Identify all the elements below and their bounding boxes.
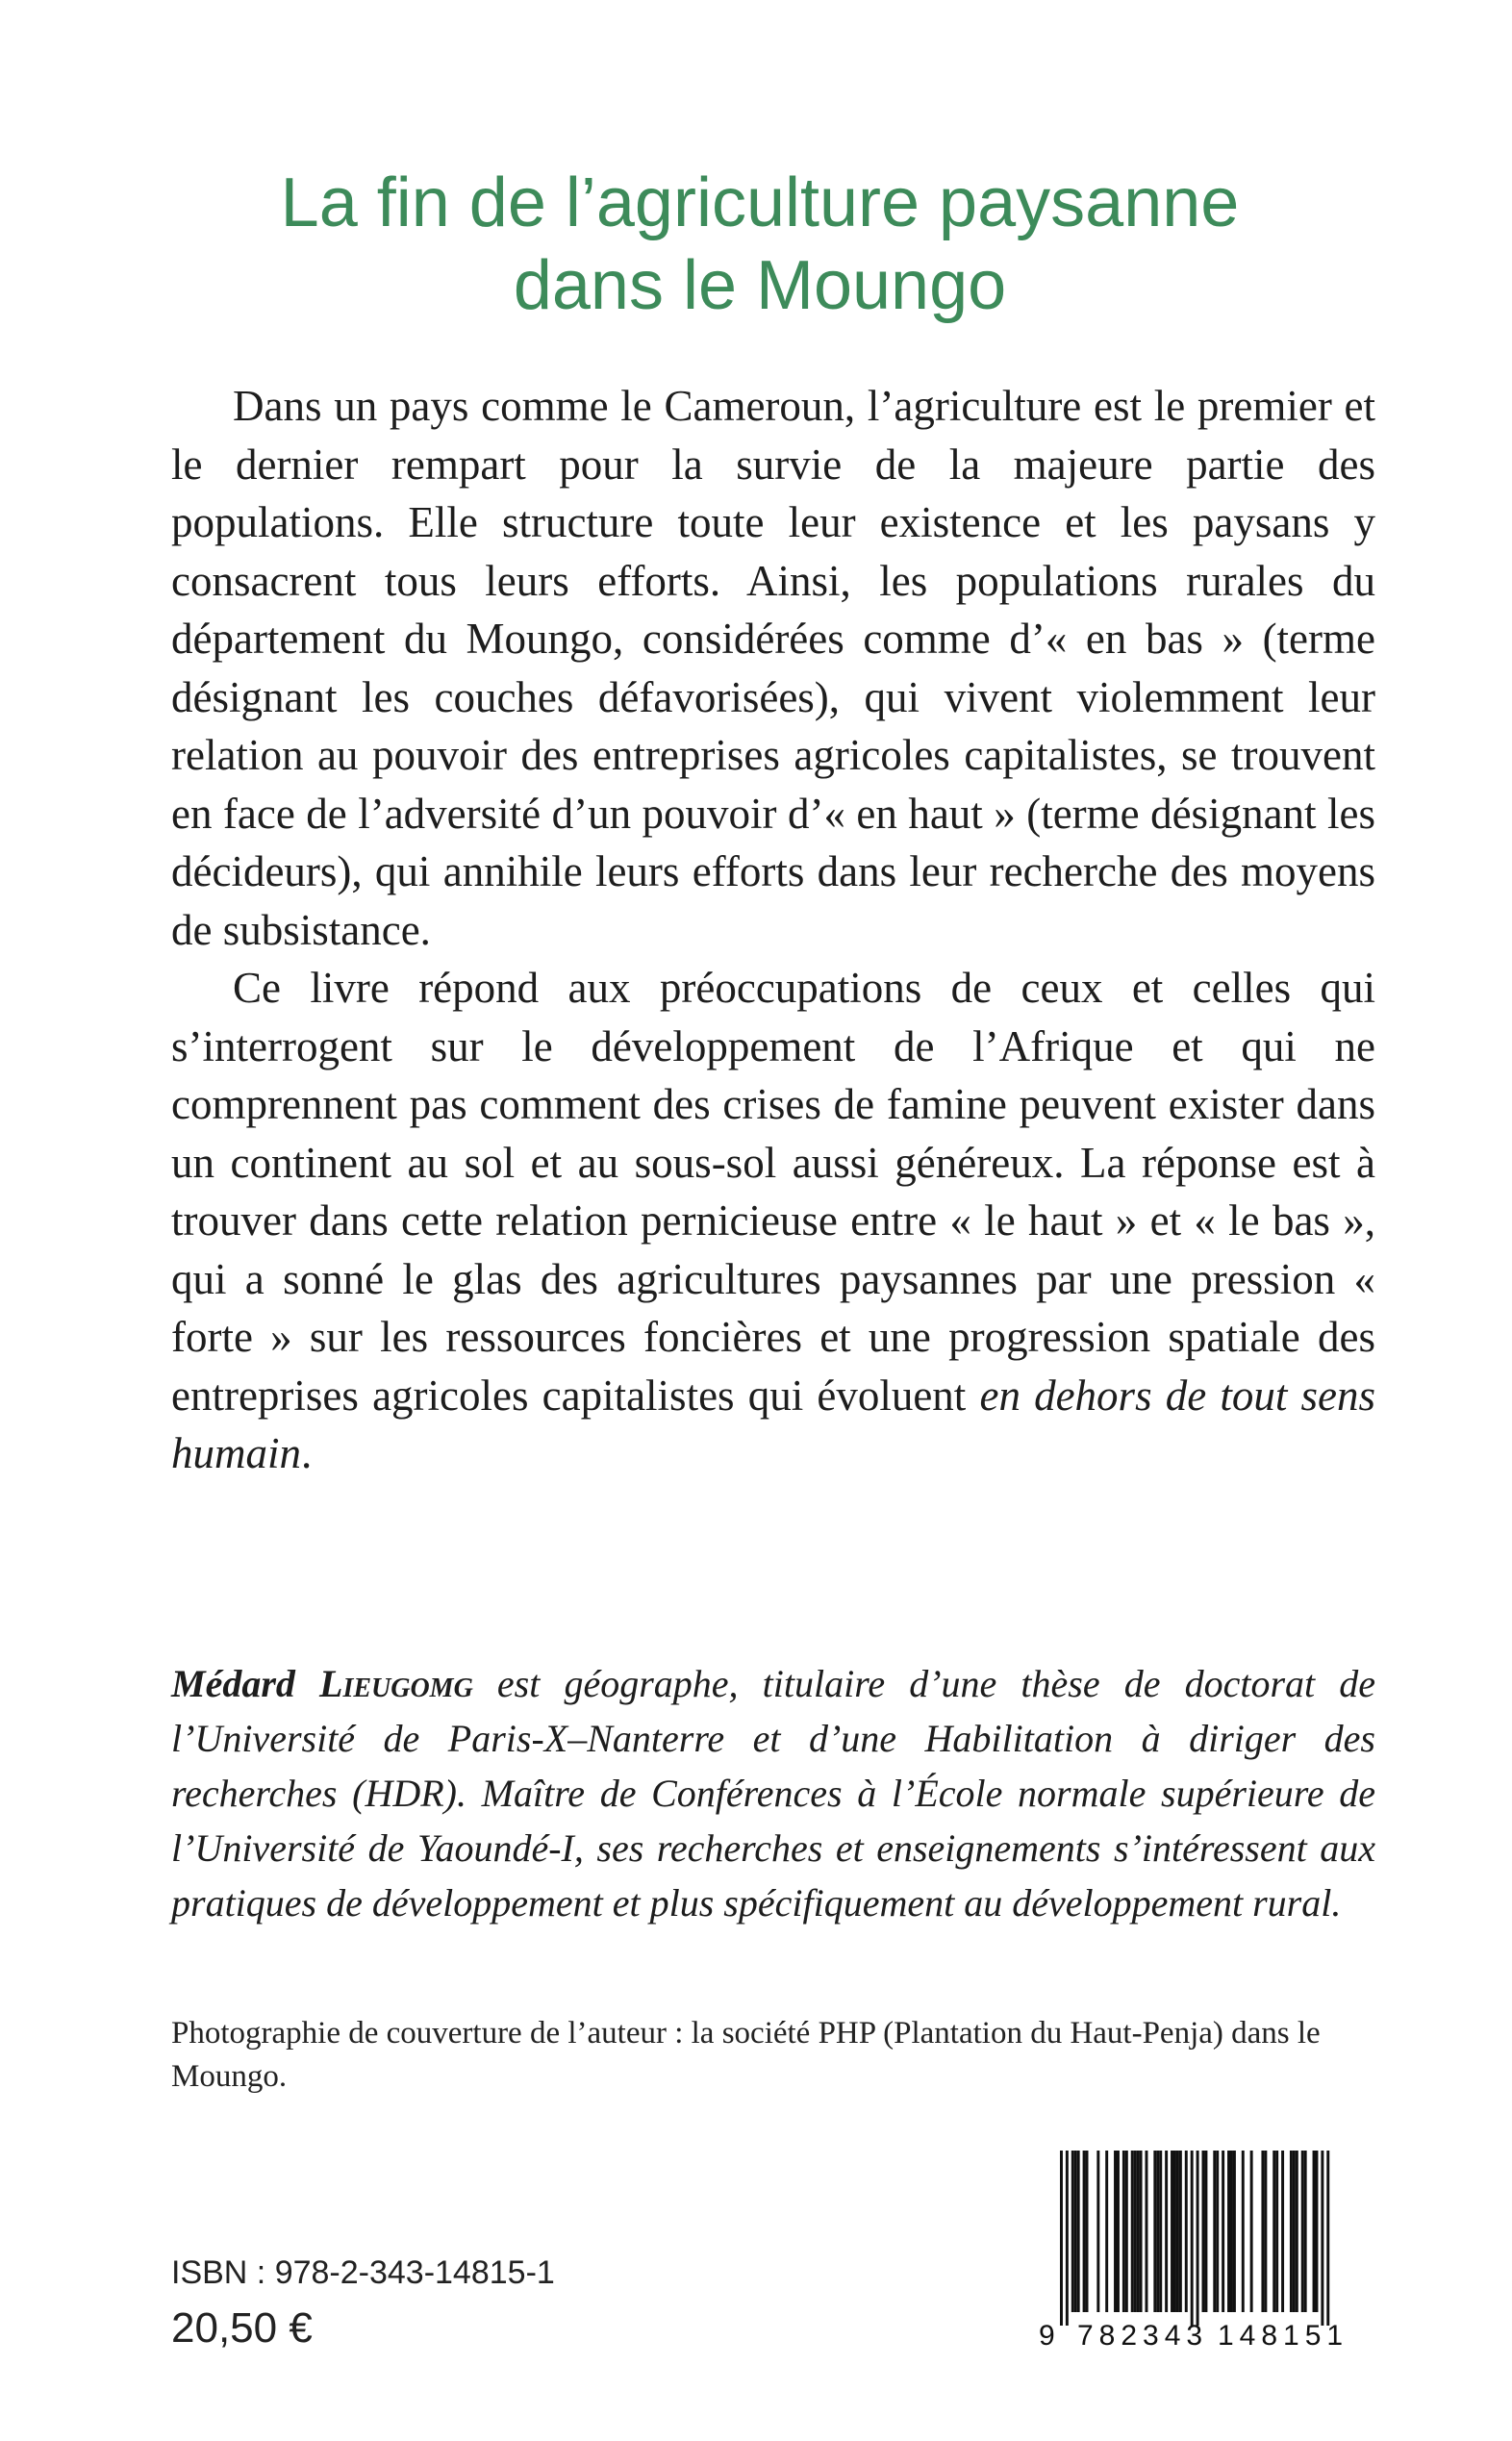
barcode-bar: [1117, 2151, 1120, 2312]
barcode-bar: [1153, 2151, 1156, 2312]
title-line-2: dans le Moungo: [513, 247, 1007, 324]
barcode-bar: [1281, 2151, 1284, 2312]
barcode-bar: [1185, 2151, 1188, 2312]
blurb-paragraph-2-text: Ce livre répond aux préoccupations de ceux et celles qui s’interrogent sur le développement de l’Afrique et qui ne comprennent pas comment des crises de famine peuvent exister dans un continent au sol et au sous-sol aussi généreux. La réponse est à trouver dans cette relation pernicieuse entre « le haut » et « le bas », qui a sonné le glas des agricultures paysannes par une pression « forte » sur les ressources foncières et une progression spatiale des entreprises agricoles capitalistes qui évoluent: [171, 964, 1375, 1420]
barcode-bar: [1202, 2151, 1205, 2312]
blurb-paragraph-2: [171, 959, 1375, 1483]
author-first-name: Médard: [171, 1662, 320, 1705]
barcode-bar: [1071, 2151, 1074, 2312]
barcode-bar: [1179, 2151, 1182, 2312]
barcode-first-digit: 9: [1039, 2320, 1055, 2352]
barcode-bar: [1191, 2151, 1194, 2326]
barcode-bar: [1316, 2151, 1319, 2312]
book-title: [135, 162, 1385, 327]
barcode-bar: [1204, 2151, 1207, 2312]
barcode-bar: [1105, 2151, 1108, 2312]
barcode-bar: [1134, 2151, 1137, 2312]
barcode-bars: [1060, 2151, 1329, 2326]
barcode-bar: [1321, 2151, 1323, 2326]
barcode-bar: [1230, 2151, 1233, 2312]
barcode-bar: [1125, 2151, 1128, 2312]
barcode-bar: [1176, 2151, 1179, 2312]
barcode-bar: [1060, 2151, 1063, 2326]
barcode-bar: [1250, 2151, 1253, 2312]
barcode-bar: [1261, 2151, 1264, 2312]
barcode-bar: [1273, 2151, 1275, 2312]
barcode-graphic: [1039, 2147, 1366, 2353]
barcode-bar: [1326, 2151, 1329, 2326]
title-line-1: La fin de l’agriculture paysanne: [280, 164, 1240, 241]
barcode-bar: [1074, 2151, 1077, 2312]
barcode-bar: [1066, 2151, 1069, 2326]
author-bio-text: est géographe, titulaire d’une thèse de doctorat de l’Université de Paris-X–Nanterre et d’une Habilitation à diriger des recherches (HDR). Maître de Conférences à l’École normale supérieure de l’Université de Yaoundé-I, ses recherches et enseignements s’intéressent aux pratiques de développement et plus spécifiquement au développement rural.: [171, 1662, 1375, 1925]
barcode-bar: [1313, 2151, 1316, 2312]
barcode-bar: [1114, 2151, 1117, 2312]
barcode-bar: [1197, 2151, 1199, 2326]
barcode-bar: [1096, 2151, 1099, 2312]
barcode-bar: [1156, 2151, 1159, 2312]
barcode-bar: [1301, 2151, 1304, 2312]
barcode-bar: [1165, 2151, 1168, 2312]
blurb-paragraph-1: Dans un pays comme le Cameroun, l’agriculture est le premier et le dernier rempart pour la survie de la majeure partie des populations. Elle structure toute leur existence et les paysans y consacrent tous leurs efforts. Ainsi, les populations rurales du département du Moungo, considérées comme d’« en bas » (terme désignant les couches défavorisées), qui vivent violemment leur relation au pouvoir des entreprises agricoles capitalistes, se trouvent en face de l’adversité d’un pouvoir d’« en haut » (terme désignant les décideurs), qui annihile leurs efforts dans leur recherche des moyens de subsistance.: [171, 382, 1375, 954]
author-bio: [171, 1656, 1375, 1930]
blurb-paragraph-2-italic: en dehors de tout sens humain: [171, 1371, 1375, 1477]
barcode-bar: [1077, 2151, 1080, 2312]
barcode-left-digits: 782343: [1077, 2320, 1209, 2352]
barcode-bar: [1086, 2151, 1089, 2312]
barcode-bar: [1131, 2151, 1134, 2312]
barcode: [1039, 2147, 1366, 2353]
barcode-bar: [1146, 2151, 1148, 2312]
barcode-bar: [1264, 2151, 1267, 2312]
barcode-bar: [1122, 2151, 1125, 2312]
barcode-bar: [1227, 2151, 1230, 2312]
price: 20,50 €: [171, 2304, 313, 2352]
isbn: ISBN : 978-2-343-14815-1: [171, 2254, 555, 2291]
barcode-bar: [1173, 2151, 1176, 2312]
barcode-bar: [1242, 2151, 1245, 2312]
barcode-bar: [1290, 2151, 1293, 2312]
barcode-bar: [1137, 2151, 1140, 2312]
barcode-bar: [1233, 2151, 1236, 2312]
barcode-bar: [1159, 2151, 1162, 2312]
blurb: [171, 377, 1375, 1483]
barcode-bar: [1275, 2151, 1278, 2312]
barcode-bar: [1213, 2151, 1216, 2312]
barcode-bar: [1083, 2151, 1086, 2312]
barcode-bar: [1140, 2151, 1143, 2312]
barcode-right-digits: 148151: [1218, 2320, 1349, 2352]
barcode-bar: [1222, 2151, 1224, 2312]
blurb-paragraph-2-end: .: [301, 1429, 313, 1477]
barcode-bar: [1293, 2151, 1296, 2312]
barcode-bar: [1296, 2151, 1298, 2312]
barcode-bar: [1171, 2151, 1173, 2312]
photo-credit: Photographie de couverture de l’auteur : la société PHP (Plantation du Haut-Penja) dans le Moungo.: [171, 2016, 1321, 2094]
author-last-name: Lieugomg: [319, 1662, 473, 1705]
barcode-bar: [1304, 2151, 1307, 2312]
barcode-bar: [1216, 2151, 1219, 2312]
